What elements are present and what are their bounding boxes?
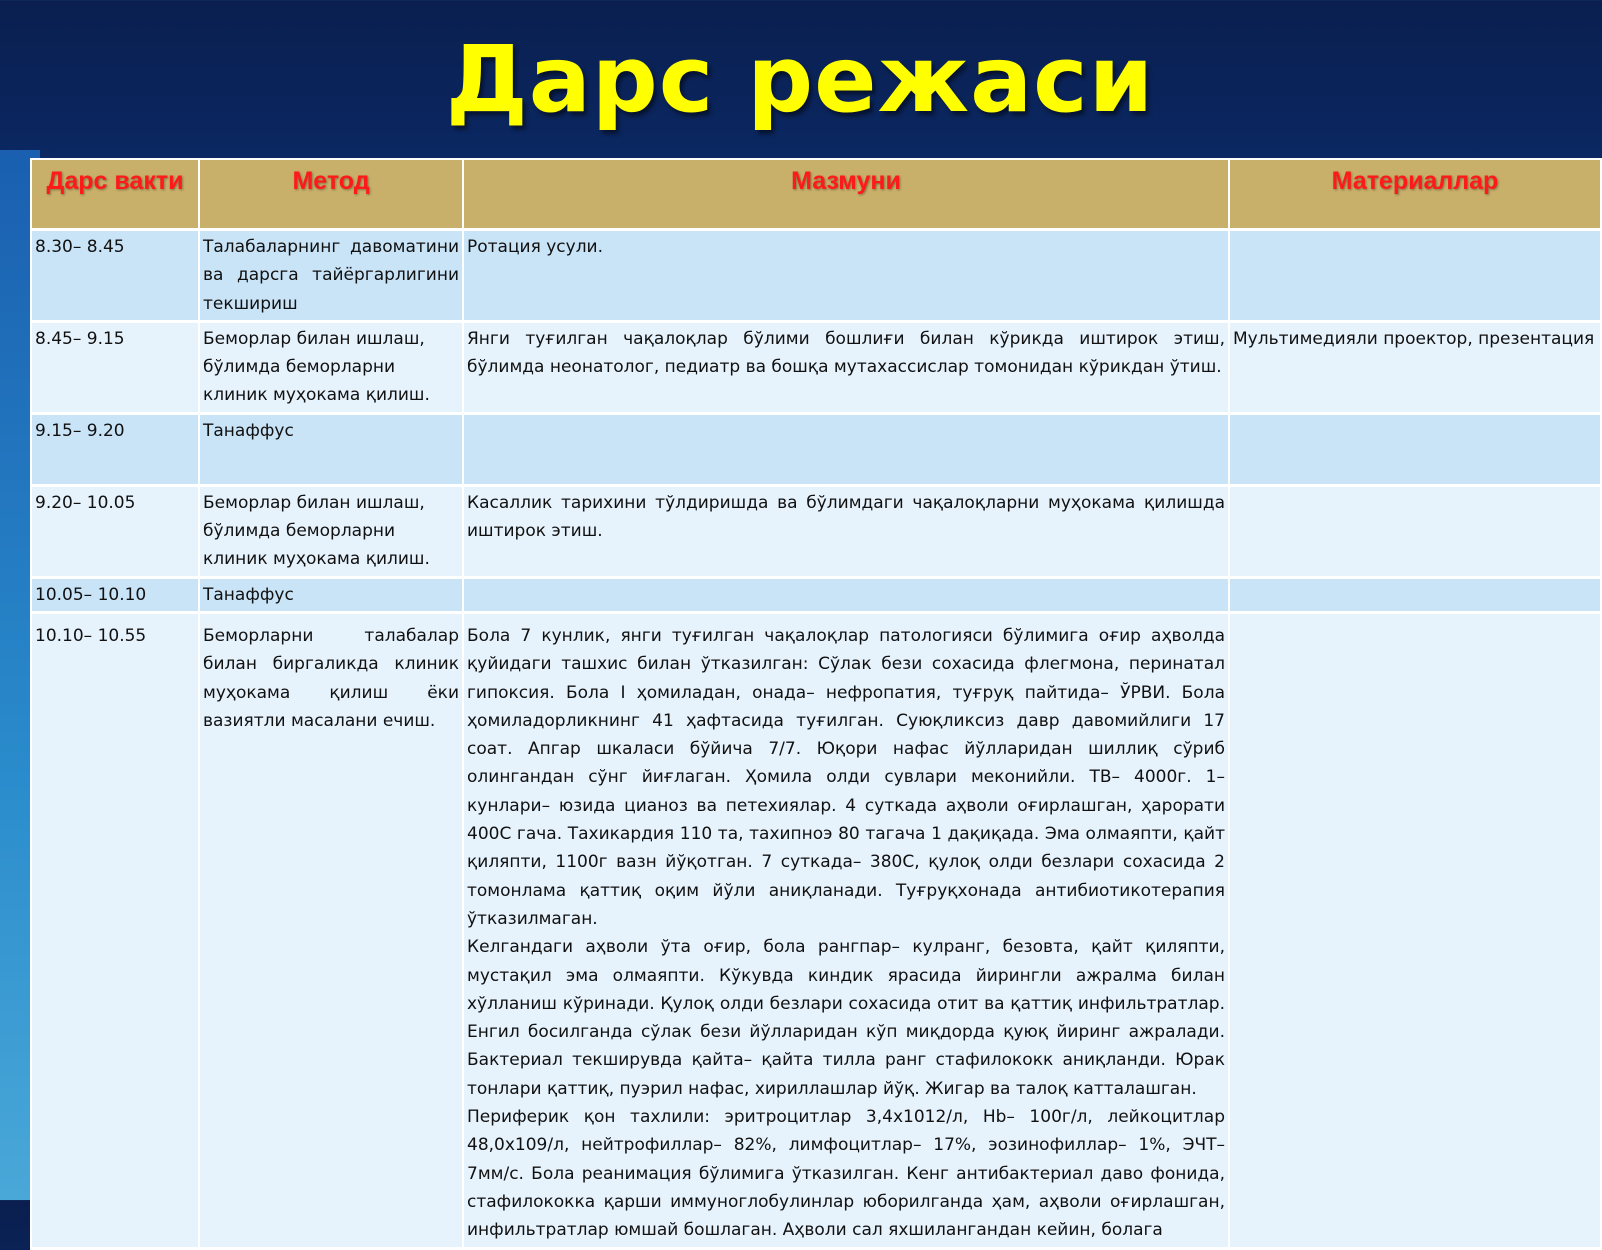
row-materials (1229, 413, 1601, 485)
row-method: Беморлар билан ишлаш, бўлимда беморларни клиник муҳокама қилиш. (199, 321, 463, 413)
content-paragraph: Периферик қон тахлили: эритроцитлар 3,4х1012/л, Hb– 100г/л, лейкоцитлар 48,0х109/л, нейтрофиллар– 82%, лимфоцитлар– 17%, эозинофиллар– 1%, ЭЧТ– 7мм/с. Бола реанимация бўлимига ўтказилган. Кенг антибактериал даво фонида, стафилококка қарши иммуноглобулинлар юборилганда ҳам, аҳволи оғирлашган, инфильтратлар юмшай бошлаган. Аҳволи сал яхшилангандан кейин, болага (467, 1107, 1225, 1241)
row-materials (1229, 577, 1601, 612)
row-materials: Мультимедияли проектор, презентация (1229, 321, 1601, 413)
row-time: 10.05– 10.10 (31, 577, 199, 612)
content-paragraph: Бола 7 кунлик, янги туғилган чақалоқлар патологияси бўлимига оғир аҳволда қуйидаги ташхис билан ўтказилган: Сўлак бези сохасида флегмона, перинатал гипоксия. Бола I ҳомиладан, онада– нефропатия, туғруқ пайтида– ЎРВИ. Бола ҳомиладорликнинг 41 ҳафтасида туғилган. Суюқликсиз давр давомийлиги 17 соат. Апгар шкаласи бўйича 7/7. Юқори нафас йўлларидан шиллиқ сўриб олингандан сўнг йиғлаган. Ҳомила олди сувлари меконийли. ТВ– 4000г. 1– кунлари– юзида цианоз ва петехиялар. 4 суткада аҳволи оғирлашган, ҳарорати 400С гача. Тахикардия 110 та, тахипноэ 80 тагача 1 дақиқада. Эма олмаяпти, қайт қиляпти, 1100г вазн йўқотган. 7 суткада– 380С, қулоқ олди безлари сохасида 2 томонлама қаттиқ оқим йўли аниқланади. Туғруқхонада антибиотикотерапия ўтказилмаган. (467, 625, 1225, 929)
row-content (463, 612, 1229, 1248)
table-row (31, 230, 1601, 322)
row-content: Янги туғилган чақалоқлар бўлими бошлиғи билан кўрикда иштирок этиш, бўлимда неонатолог, педиатр ва бошқа мутахассислар томонидан кўрикдан ўтиш. (463, 321, 1229, 413)
row-method: Танаффус (199, 413, 463, 485)
table-row (31, 485, 1601, 577)
row-time: 8.30– 8.45 (31, 230, 199, 322)
row-time: 9.15– 9.20 (31, 413, 199, 485)
row-method: Танаффус (199, 577, 463, 612)
content-paragraph: Келгандаги аҳволи ўта оғир, бола рангпар– кулранг, безовта, қайт қиляпти, мустақил эма олмаяпти. Кўкувда киндик ярасида йирингли ажралма билан хўлланиш кўринади. Қулоқ олди безлари сохасида отит ва қаттиқ инфильтратлар. Енгил босилганда сўлак бези йўлларидан кўп миқдорда қуюқ йиринг ажралади. Бактериал текширувда қайта– қайта тилла ранг стафилококк аниқланди. Юрак тонлари қаттиқ, пуэрил нафас, хириллашлар йўқ. Жигар ва талоқ катталашган. (467, 937, 1225, 1099)
row-time: 10.10– 10.55 (31, 612, 199, 1248)
row-materials (1229, 485, 1601, 577)
row-time: 8.45– 9.15 (31, 321, 199, 413)
header-materials: Материаллар (1229, 159, 1601, 230)
row-materials (1229, 230, 1601, 322)
slide-title: Дарс режаси (445, 26, 1155, 133)
table-row (31, 577, 1601, 612)
row-materials (1229, 612, 1601, 1248)
header-time: Дарс вакти (31, 159, 199, 230)
table-row (31, 612, 1601, 1248)
row-time: 9.20– 10.05 (31, 485, 199, 577)
header-content: Мазмуни (463, 159, 1229, 230)
row-content: Касаллик тарихини тўлдиришда ва бўлимдаги чақалоқларни муҳокама қилишда иштирок этиш. (463, 485, 1229, 577)
row-content: Ротация усули. (463, 230, 1229, 322)
header-method: Метод (199, 159, 463, 230)
table-row (31, 413, 1601, 485)
row-content (463, 413, 1229, 485)
row-method: Беморлар билан ишлаш, бўлимда беморларни клиник муҳокама қилиш. (199, 485, 463, 577)
table-header-row (31, 159, 1601, 230)
row-method: Талабаларнинг давоматини ва дарсга тайёргарлигини текшириш (199, 230, 463, 322)
row-method: Беморларни талабалар билан биргаликда клиник муҳокама қилиш ёки вазиятли масалани ечиш. (199, 612, 463, 1248)
row-content (463, 577, 1229, 612)
schedule-table-container (30, 158, 1600, 1241)
schedule-table (30, 158, 1602, 1250)
table-row (31, 321, 1601, 413)
